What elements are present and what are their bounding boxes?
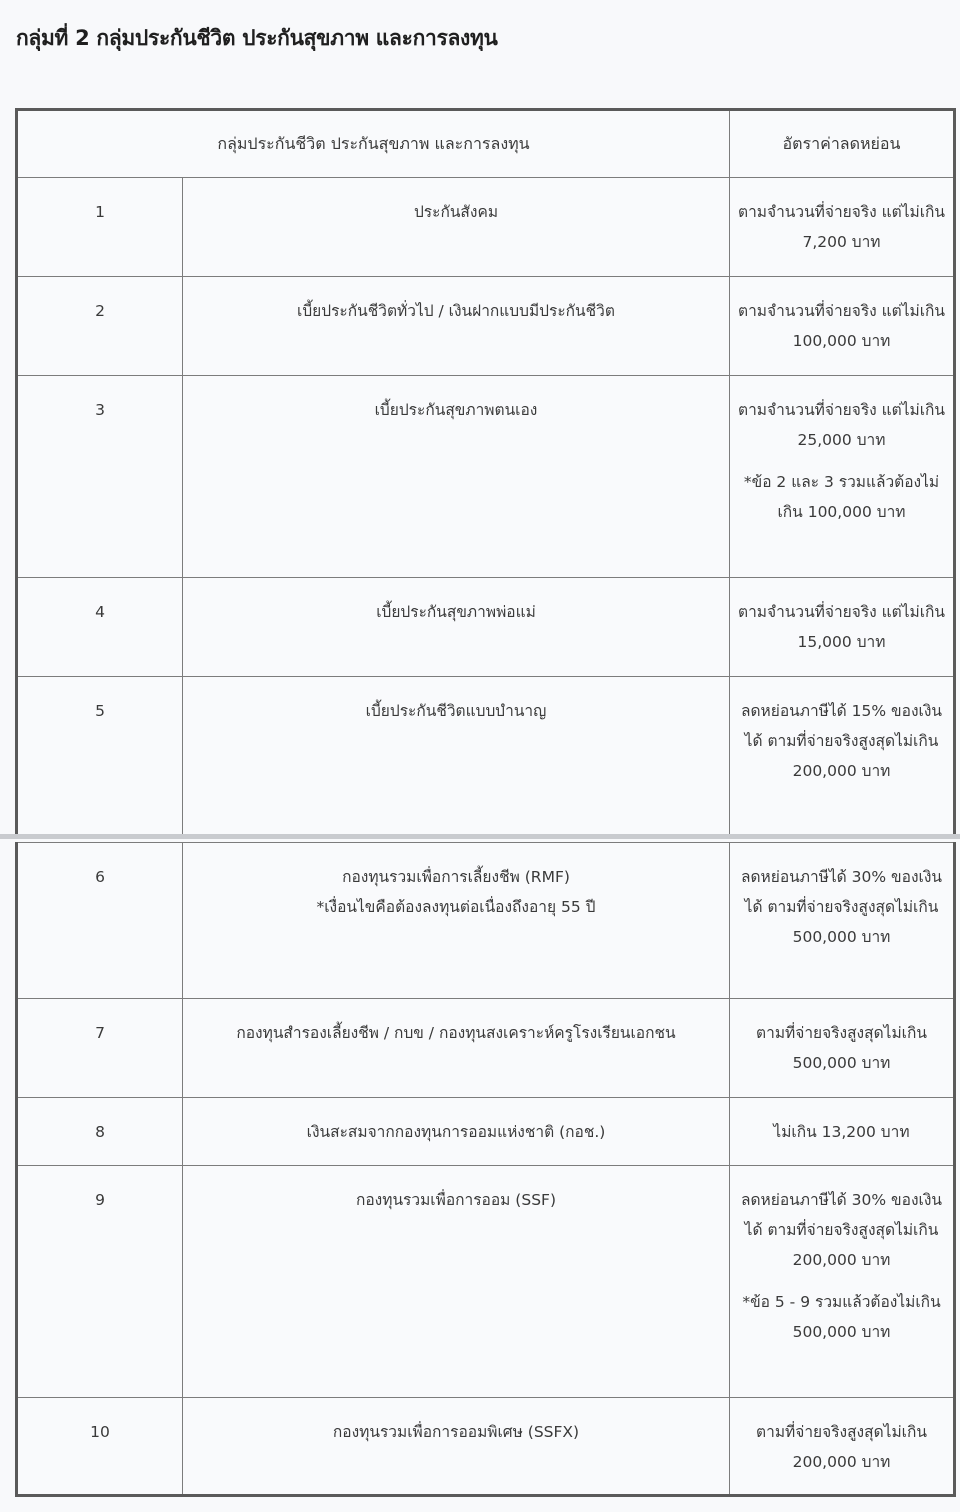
row-item-text: เบี้ยประกันสุขภาพพ่อแม่ xyxy=(376,603,536,621)
row-rate-note: *ข้อ 2 และ 3 รวมแล้วต้องไม่เกิน 100,000 บาท xyxy=(743,473,940,521)
row-rate-text: ตามที่จ่ายจริงสูงสุดไม่เกิน 200,000 บาท xyxy=(756,1423,927,1471)
row-number: 4 xyxy=(17,578,183,677)
row-item xyxy=(183,376,730,578)
row-rate-text: ลดหย่อนภาษีได้ 15% ของเงินได้ ตามที่จ่ายจริงสูงสุดไม่เกิน 200,000 บาท xyxy=(740,702,942,780)
row-item-text: เบี้ยประกันชีวิตทั่วไป / เงินฝากแบบมีประกันชีวิต xyxy=(297,302,615,320)
row-item-text: เงินสะสมจากกองทุนการออมแห่งชาติ (กอช.) xyxy=(306,1123,606,1141)
page-title: กลุ่มที่ 2 กลุ่มประกันชีวิต ประกันสุขภาพ และการลงทุน xyxy=(16,26,498,50)
row-item xyxy=(183,578,730,677)
row-item xyxy=(183,277,730,376)
row-item xyxy=(183,1398,730,1496)
row-item-text: เบี้ยประกันสุขภาพตนเอง xyxy=(374,401,538,419)
row-number: 2 xyxy=(17,277,183,376)
row-rate-text: ตามจำนวนที่จ่ายจริง แต่ไม่เกิน 100,000 บาท xyxy=(738,302,946,350)
row-rate xyxy=(730,1098,955,1166)
table-row xyxy=(17,578,955,677)
row-rate xyxy=(730,843,955,999)
table-row xyxy=(17,999,955,1098)
row-item xyxy=(183,999,730,1098)
row-rate-text: ตามจำนวนที่จ่ายจริง แต่ไม่เกิน 7,200 บาท xyxy=(738,203,946,251)
row-rate xyxy=(730,578,955,677)
row-rate xyxy=(730,1166,955,1398)
row-rate xyxy=(730,999,955,1098)
row-number: 1 xyxy=(17,178,183,277)
table-row xyxy=(17,677,955,837)
row-item xyxy=(183,1098,730,1166)
row-item-text: กองทุนสำรองเลี้ยงชีพ / กบข / กองทุนสงเคราะห์ครูโรงเรียนเอกชน xyxy=(236,1024,676,1042)
row-number: 3 xyxy=(17,376,183,578)
row-rate xyxy=(730,277,955,376)
row-item xyxy=(183,677,730,837)
row-rate-text: ตามที่จ่ายจริงสูงสุดไม่เกิน 500,000 บาท xyxy=(756,1024,927,1072)
row-item xyxy=(183,178,730,277)
row-item-text: กองทุนรวมเพื่อการออมพิเศษ (SSFX) xyxy=(332,1423,580,1441)
row-rate xyxy=(730,178,955,277)
header-rate: อัตราค่าลดหย่อน xyxy=(730,110,955,178)
table-row xyxy=(17,843,955,999)
row-number: 9 xyxy=(17,1166,183,1398)
row-rate xyxy=(730,376,955,578)
row-item xyxy=(183,1166,730,1398)
row-item-text: กองทุนรวมเพื่อการเลี้ยงชีพ (RMF) xyxy=(342,868,570,886)
header-category: กลุ่มประกันชีวิต ประกันสุขภาพ และการลงทุน xyxy=(17,110,730,178)
row-rate xyxy=(730,677,955,837)
row-rate xyxy=(730,1398,955,1496)
row-number: 8 xyxy=(17,1098,183,1166)
row-rate-text: ลดหย่อนภาษีได้ 30% ของเงินได้ ตามที่จ่ายจริงสูงสุดไม่เกิน 500,000 บาท xyxy=(740,868,942,946)
table-row xyxy=(17,178,955,277)
deduction-table-part-1 xyxy=(15,108,956,837)
table-row xyxy=(17,1398,955,1496)
table-header-row xyxy=(17,110,955,178)
row-number: 10 xyxy=(17,1398,183,1496)
row-number: 5 xyxy=(17,677,183,837)
table-row xyxy=(17,376,955,578)
row-number: 7 xyxy=(17,999,183,1098)
deduction-table-part-2 xyxy=(15,842,956,1497)
row-item-text: ประกันสังคม xyxy=(413,203,499,221)
row-item-text: กองทุนรวมเพื่อการออม (SSF) xyxy=(355,1191,556,1209)
table-row xyxy=(17,1166,955,1398)
row-item-note: *เงื่อนไขคือต้องลงทุนต่อเนื่องถึงอายุ 55 ปี xyxy=(316,898,596,916)
table-row xyxy=(17,277,955,376)
row-rate-note: *ข้อ 5 - 9 รวมแล้วต้องไม่เกิน 500,000 บาท xyxy=(742,1293,941,1341)
table-row xyxy=(17,1098,955,1166)
row-rate-text: ลดหย่อนภาษีได้ 30% ของเงินได้ ตามที่จ่ายจริงสูงสุดไม่เกิน 200,000 บาท xyxy=(740,1191,942,1269)
row-number: 6 xyxy=(17,843,183,999)
row-rate-text: ตามจำนวนที่จ่ายจริง แต่ไม่เกิน 15,000 บาท xyxy=(738,603,946,651)
row-item-text: เบี้ยประกันชีวิตแบบบำนาญ xyxy=(365,702,547,720)
screenshot-seam-divider xyxy=(0,834,960,839)
row-rate-text: ไม่เกิน 13,200 บาท xyxy=(773,1123,910,1141)
row-item xyxy=(183,843,730,999)
row-rate-text: ตามจำนวนที่จ่ายจริง แต่ไม่เกิน 25,000 บาท xyxy=(738,401,946,449)
